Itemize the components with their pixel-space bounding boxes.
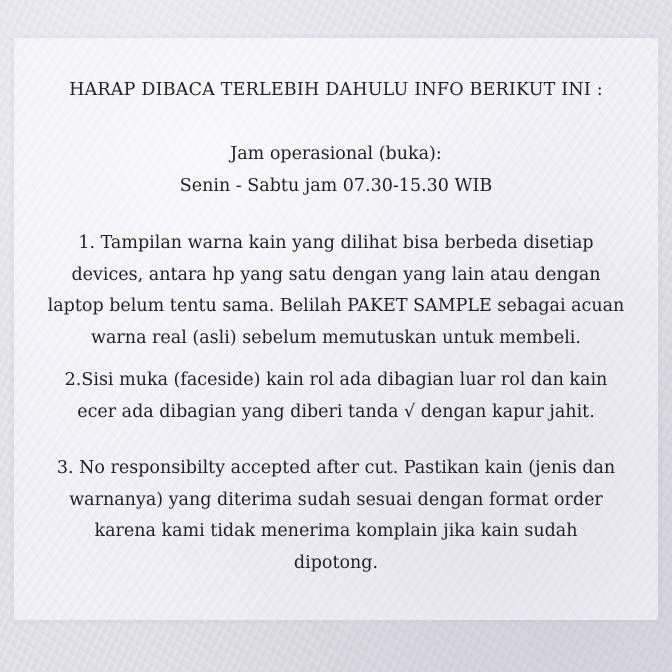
info-card (14, 38, 658, 620)
info-point-3-line: karena kami tidak menerima komplain jika kain sudah (94, 521, 578, 541)
operating-hours-schedule: Senin - Sabtu jam 07.30-15.30 WIB (179, 175, 493, 196)
info-point-3-line: 3. No responsibilty accepted after cut. Pastikan kain (jenis dan (56, 458, 616, 478)
info-point-1-line: 1. Tampilan warna kain yang dilihat bisa berbeda disetiap (78, 233, 594, 253)
info-point-2-line: 2.Sisi muka (faceside) kain rol ada dibagian luar rol dan kain (64, 370, 608, 390)
info-point-3 (14, 453, 658, 579)
info-point-1-line: warna real (asli) sebelum memutuskan untuk membeli. (91, 327, 581, 348)
info-point-1-line: devices, antara hp yang satu dengan yang lain atau dengan (71, 264, 601, 285)
info-point-2-line: ecer ada dibagian yang diberi tanda √ dengan kapur jahit. (77, 401, 595, 422)
info-point-1-line: laptop belum tentu sama. Belilah PAKET SAMPLE sebagai acuan (47, 296, 625, 316)
operating-hours (14, 139, 658, 202)
info-point-3-line: warnanya) yang diterima sudah sesuai dengan format order (69, 489, 603, 510)
info-point-3-line: dipotong. (293, 552, 379, 573)
operating-hours-label: Jam operasional (buka): (230, 144, 442, 164)
info-point-1 (14, 228, 658, 354)
info-heading: HARAP DIBACA TERLEBIH DAHULU INFO BERIKUT INI : (69, 80, 603, 100)
info-point-2 (14, 365, 658, 428)
